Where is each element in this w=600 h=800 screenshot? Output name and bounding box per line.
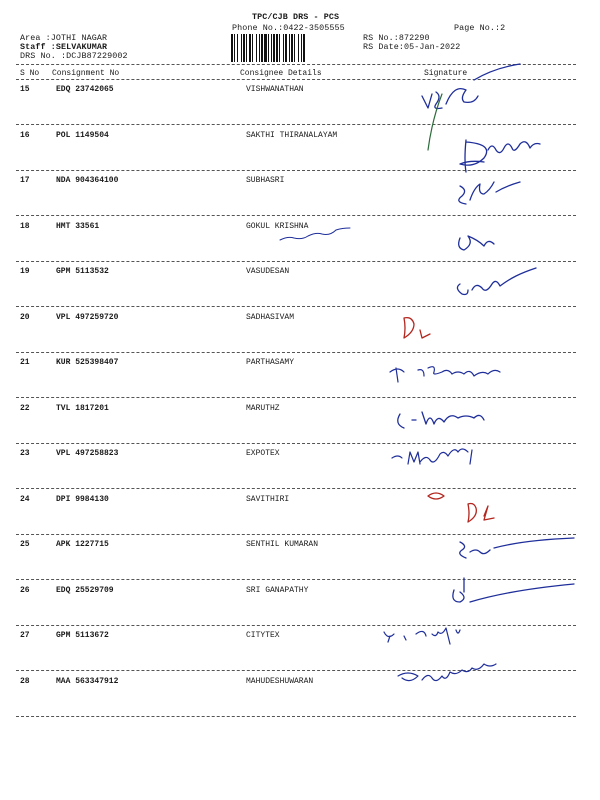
row-divider (16, 397, 576, 398)
barcode-bar (303, 34, 305, 62)
row-divider (16, 124, 576, 125)
signature-22 (398, 412, 484, 428)
header-divider-bottom (16, 79, 576, 80)
area-label: Area :JOTHI NAGAR (20, 33, 108, 43)
row-20-sno: 20 (20, 313, 30, 322)
drs-number: DRS No. :DCJB87229002 (20, 51, 128, 61)
col-header-consignment: Consignment No (52, 69, 120, 78)
signature-24 (428, 493, 494, 522)
row-21-consignment: KUR 525398407 (56, 358, 119, 367)
row-26-consignee: SRI GANAPATHY (246, 586, 309, 595)
row-26-consignment: EDQ 25529709 (56, 586, 114, 595)
row-25-sno: 25 (20, 540, 30, 549)
barcode (231, 34, 355, 62)
row-divider (16, 716, 576, 717)
barcode-bar (231, 34, 233, 62)
signature-19 (457, 268, 536, 295)
col-header-signature: Signature (424, 69, 468, 78)
barcode-bar (273, 34, 275, 62)
barcode-bar (289, 34, 290, 62)
row-24-consignee: SAVITHIRI (246, 495, 290, 504)
barcode-bar (285, 34, 287, 62)
row-15-consignee: VISHWANATHAN (246, 85, 304, 94)
row-divider (16, 170, 576, 171)
row-19-consignee: VASUDESAN (246, 267, 290, 276)
row-15-consignment: EDQ 23742065 (56, 85, 114, 94)
signature-20 (404, 318, 430, 338)
row-22-consignee: MARUTHZ (246, 404, 280, 413)
signature-26 (453, 578, 574, 602)
barcode-bar (268, 34, 269, 62)
signature-18b (459, 236, 494, 250)
row-26-sno: 26 (20, 586, 30, 595)
row-19-consignment: GPM 5113532 (56, 267, 109, 276)
barcode-bar (276, 34, 278, 62)
row-divider (16, 534, 576, 535)
row-divider (16, 306, 576, 307)
row-divider (16, 625, 576, 626)
row-28-consignee: MAHUDESHUWARAN (246, 677, 314, 686)
row-21-consignee: PARTHASAMY (246, 358, 295, 367)
barcode-bar (291, 34, 293, 62)
signature-16 (460, 140, 540, 172)
row-22-consignment: TVL 1817201 (56, 404, 109, 413)
row-20-consignee: SADHASIVAM (246, 313, 295, 322)
row-18-consignment: HMT 33561 (56, 222, 100, 231)
row-21-sno: 21 (20, 358, 30, 367)
row-22-sno: 22 (20, 404, 30, 413)
barcode-bar (237, 34, 238, 62)
barcode-bar (261, 34, 263, 62)
row-24-sno: 24 (20, 495, 30, 504)
page-number: Page No.:2 (454, 23, 506, 33)
barcode-bar (259, 34, 260, 62)
row-16-consignment: POL 1149504 (56, 131, 109, 140)
signature-17 (459, 182, 520, 204)
row-27-consignment: GPM 5113672 (56, 631, 109, 640)
barcode-bar (256, 34, 257, 62)
header-divider-top (16, 64, 576, 65)
row-divider (16, 261, 576, 262)
row-divider (16, 215, 576, 216)
row-28-consignment: MAA 563347912 (56, 677, 119, 686)
barcode-bar (264, 34, 267, 62)
barcode-bar (283, 34, 284, 62)
signature-23 (392, 449, 472, 464)
row-17-consignment: NDA 904364100 (56, 176, 119, 185)
rs-number: RS No.:872290 (363, 33, 430, 43)
row-15-sno: 15 (20, 85, 30, 94)
row-17-consignee: SUBHASRI (246, 176, 285, 185)
row-23-consignee: EXPOTEX (246, 449, 280, 458)
phone-number: Phone No.:0422-3505555 (232, 23, 345, 33)
row-17-sno: 17 (20, 176, 30, 185)
barcode-bar (294, 34, 295, 62)
col-header-sno: S No (20, 69, 40, 78)
barcode-bar (301, 34, 302, 62)
row-divider (16, 670, 576, 671)
row-16-sno: 16 (20, 131, 30, 140)
row-16-consignee: SAKTHI THIRANALAYAM (246, 131, 338, 140)
row-19-sno: 19 (20, 267, 30, 276)
signature-27 (384, 628, 460, 644)
signature-tick-15 (428, 94, 442, 150)
barcode-bar (241, 34, 242, 62)
staff-label: Staff :SELVAKUMAR (20, 42, 108, 52)
row-18-consignee: GOKUL KRISHNA (246, 222, 309, 231)
row-23-sno: 23 (20, 449, 30, 458)
barcode-bar (252, 34, 253, 62)
barcode-bar (243, 34, 245, 62)
rs-date: RS Date:05-Jan-2022 (363, 42, 461, 52)
row-divider (16, 443, 576, 444)
row-divider (16, 488, 576, 489)
barcode-bar (279, 34, 280, 62)
barcode-bar (298, 34, 299, 62)
signature-21 (390, 367, 500, 382)
row-27-consignee: CITYTEX (246, 631, 280, 640)
row-23-consignment: VPL 497258823 (56, 449, 119, 458)
signature-25 (460, 538, 574, 558)
row-25-consignee: SENTHIL KUMARAN (246, 540, 319, 549)
row-24-consignment: DPI 9984130 (56, 495, 109, 504)
row-18-sno: 18 (20, 222, 30, 231)
row-divider (16, 579, 576, 580)
signature-28 (398, 664, 496, 681)
barcode-bar (271, 34, 272, 62)
barcode-bar (249, 34, 251, 62)
barcode-bar (234, 34, 235, 62)
row-divider (16, 352, 576, 353)
barcode-bar (246, 34, 247, 62)
col-header-consignee: Consignee Details (240, 69, 322, 78)
report-title: TPC/CJB DRS - PCS (252, 12, 340, 22)
row-25-consignment: APK 1227715 (56, 540, 109, 549)
row-27-sno: 27 (20, 631, 30, 640)
row-28-sno: 28 (20, 677, 30, 686)
row-20-consignment: VPL 497259720 (56, 313, 119, 322)
